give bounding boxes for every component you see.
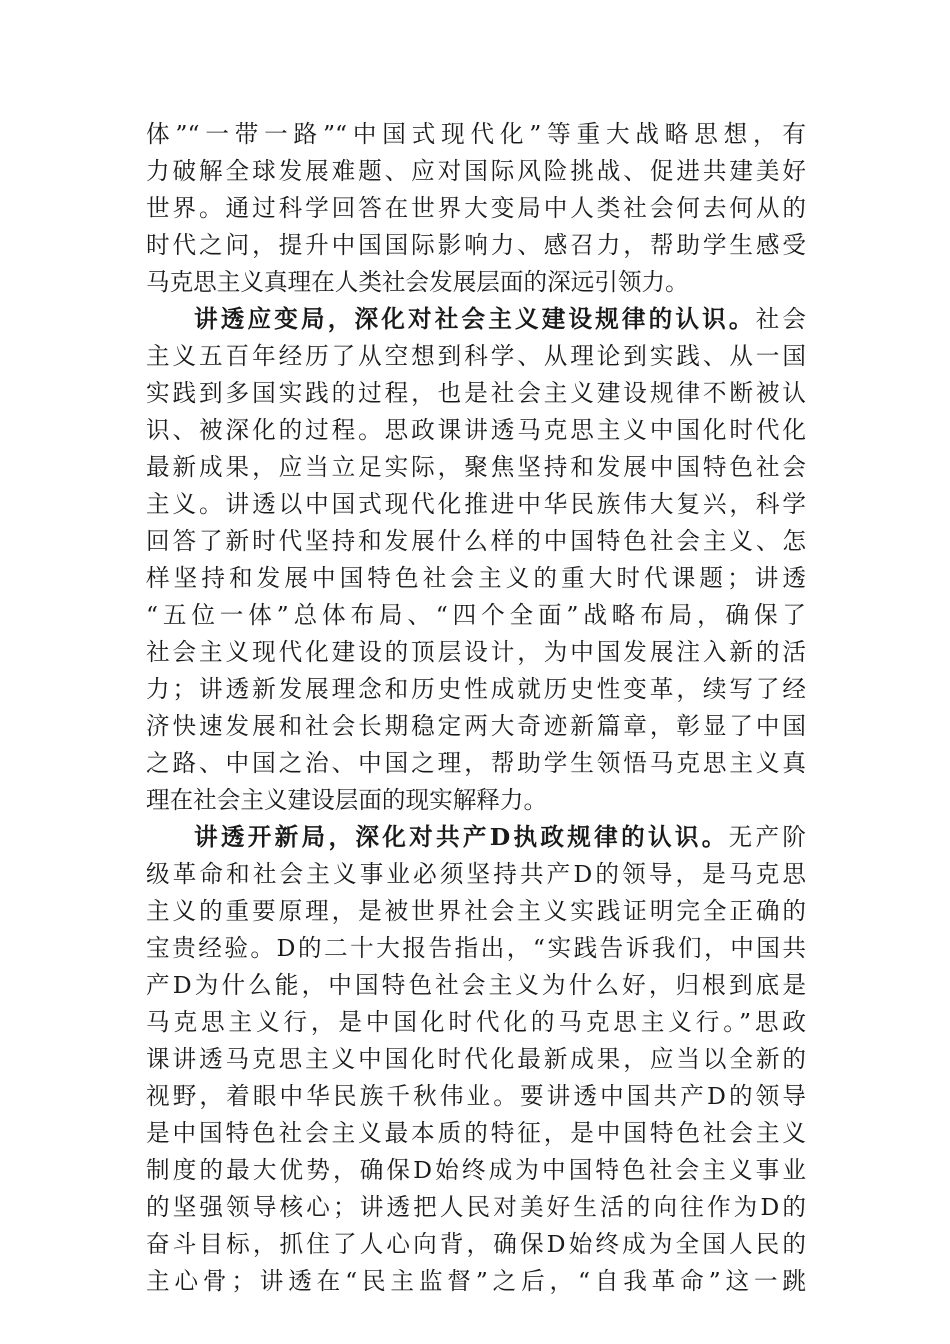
paragraph — [146, 301, 806, 819]
text-line: 宝贵经验。D的二十大报告指出，“实践告诉我们，中国共 — [146, 934, 806, 962]
text-line: 马克思主义行，是中国化时代化的马克思主义行。”思政 — [146, 1008, 806, 1036]
text-line: 的坚强领导核心；讲透把人民对美好生活的向往作为D的 — [146, 1193, 806, 1221]
text-line: 主义的重要原理，是被世界社会主义实践证明完全正确的 — [146, 897, 806, 925]
text-line: 主义。讲透以中国式现代化推进中华民族伟大复兴，科学 — [146, 490, 806, 518]
text-line: 样坚持和发展中国特色社会主义的重大时代课题；讲透 — [146, 564, 806, 592]
text-line: 产D为什么能，中国特色社会主义为什么好，归根到底是 — [146, 971, 806, 999]
paragraph-heading: 讲透开新局，深化对共产D执政规律的认识。 — [194, 823, 729, 851]
text-line: 济快速发展和社会长期稳定两大奇迹新篇章，彰显了中国 — [146, 712, 806, 740]
text-line: 主心骨；讲透在“民主监督”之后，“自我革命”这一跳 — [146, 1267, 806, 1295]
text-line: 时代之问，提升中国国际影响力、感召力，帮助学生感受 — [146, 231, 806, 259]
text-line: 理在社会主义建设层面的现实解释力。 — [146, 786, 548, 814]
text-line: 主义五百年经历了从空想到科学、从理论到实践、从一国 — [146, 342, 806, 370]
paragraph — [146, 116, 806, 301]
text-line: 级革命和社会主义事业必须坚持共产D的领导，是马克思 — [146, 860, 806, 888]
paragraph-text: 无产阶 — [728, 823, 806, 851]
text-line: 力；讲透新发展理念和历史性成就历史性变革，续写了经 — [146, 675, 806, 703]
document-page — [146, 116, 806, 1300]
text-line: 回答了新时代坚持和发展什么样的中国特色社会主义、怎 — [146, 527, 806, 555]
text-line: 视野，着眼中华民族千秋伟业。要讲透中国共产D的领导 — [146, 1082, 806, 1110]
paragraph-first-line — [146, 819, 806, 856]
text-line: 世界。通过科学回答在世界大变局中人类社会何去何从的 — [146, 194, 806, 222]
text-line: 实践到多国实践的过程，也是社会主义建设规律不断被认 — [146, 379, 806, 407]
paragraph-first-line — [146, 301, 806, 338]
paragraph — [146, 819, 806, 1300]
text-line: 体”“一带一路”“中国式现代化”等重大战略思想，有 — [146, 120, 806, 148]
text-line: 是中国特色社会主义最本质的特征，是中国特色社会主义 — [146, 1119, 806, 1147]
paragraph-text: 社会 — [755, 305, 806, 333]
text-line: 制度的最大优势，确保D始终成为中国特色社会主义事业 — [146, 1156, 806, 1184]
text-line: 马克思主义真理在人类社会发展层面的深远引领力。 — [146, 268, 689, 296]
text-line: 最新成果，应当立足实际，聚焦坚持和发展中国特色社会 — [146, 453, 806, 481]
paragraph-heading: 讲透应变局，深化对社会主义建设规律的认识。 — [194, 305, 756, 333]
text-line: 课讲透马克思主义中国化时代化最新成果，应当以全新的 — [146, 1045, 806, 1073]
text-line: “五位一体”总体布局、“四个全面”战略布局，确保了 — [146, 601, 806, 629]
text-line: 之路、中国之治、中国之理，帮助学生领悟马克思主义真 — [146, 749, 806, 777]
text-line: 识、被深化的过程。思政课讲透马克思主义中国化时代化 — [146, 416, 806, 444]
text-line: 力破解全球发展难题、应对国际风险挑战、促进共建美好 — [146, 157, 806, 185]
text-line: 奋斗目标，抓住了人心向背，确保D始终成为全国人民的 — [146, 1230, 806, 1258]
text-line: 社会主义现代化建设的顶层设计，为中国发展注入新的活 — [146, 638, 806, 666]
